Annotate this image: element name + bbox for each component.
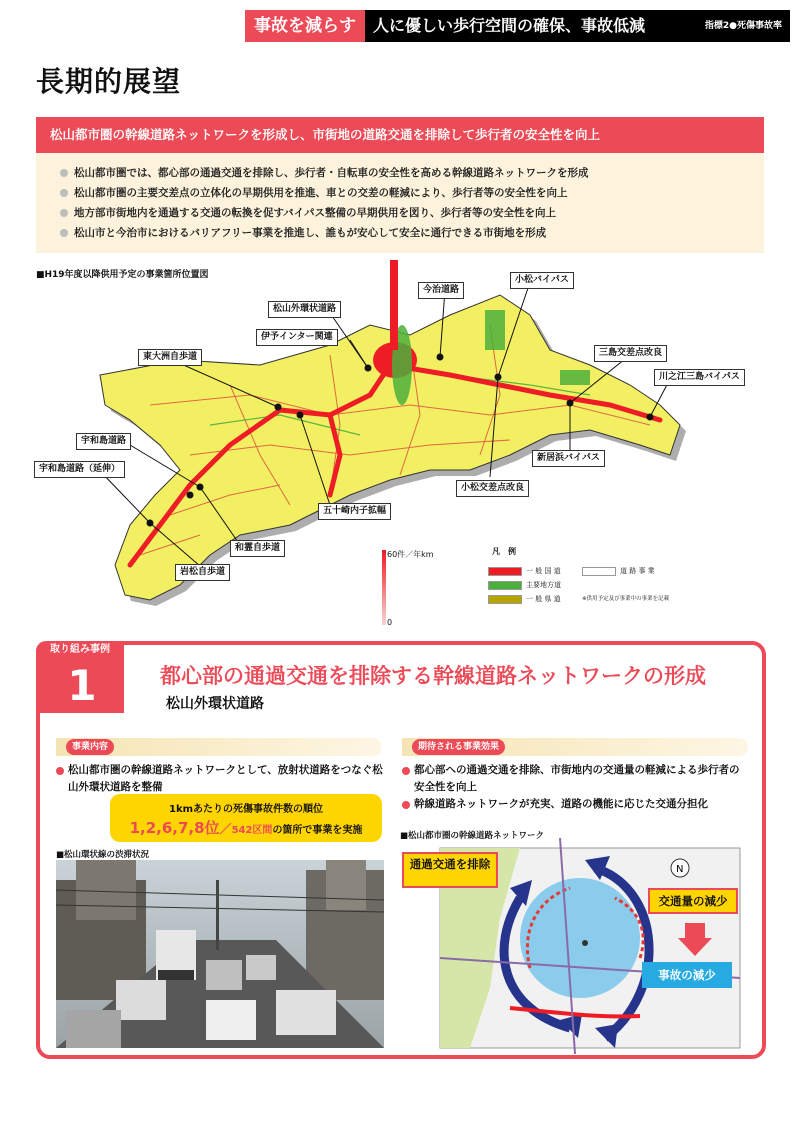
case-tag: 取り組み事例 [36,641,124,659]
project-content-tag: 事業内容 [66,739,114,755]
case-subtitle: 松山外環状道路 [166,696,264,712]
legend-title: 凡 例 [492,547,516,556]
header-band [245,10,790,42]
photo-caption: ■松山環状線の渋滞状況 [56,850,150,860]
accident-rank-callout [110,794,382,842]
expected-effect-bullet: 幹線道路ネットワークが充実、道路の機能に応じた交通分担化 [402,796,747,813]
map-label-ikazaki: 五十崎内子拡幅 [318,503,391,520]
legend-item-project: 道 路 事 業 [582,566,655,576]
header-tag: 事故を減らす [245,10,365,42]
callout-line1: 1kmあたりの死傷事故件数の順位 [168,804,324,815]
map-caption: ■H19年度以降供用予定の事業箇所位置図 [36,270,209,280]
congestion-photo-graphic [56,860,384,1048]
svg-text:N: N [676,864,684,875]
map-label-kawanoe-mishima: 川之江三島バイパス [654,369,745,386]
legend-note: ※供用予定及び事業中の事業を記載 [582,596,670,602]
case-title: 都心部の通過交通を排除する幹線道路ネットワークの形成 [160,664,706,688]
map-label-komatsu-kosaten: 小松交差点改良 [456,480,529,497]
accident-scale-bar [380,550,393,627]
header-indicator: 指標2●死傷事故率 [704,21,782,31]
expected-effect-tag: 期待される事業効果 [412,739,505,755]
case-number: 1 [40,659,124,713]
traffic-reduction-box: 交通量の減少 [648,888,738,914]
list-item: 松山都市圏では、都心部の通過交通を排除し、歩行者・自転車の安全性を高める幹線道路ネットワークを形成 [60,163,764,183]
map-label-iyo-ic: 伊予インター関連 [256,329,338,346]
map-label-higashi-ozu: 東大洲自歩道 [138,349,202,366]
map-label-uwajima-road: 宇和島道路 [76,433,131,450]
network-diagram [400,838,750,1054]
callout-rank: 1,2,6,7,8位 [129,819,220,837]
callout-slash: ／ [219,822,232,836]
map-legend [488,546,708,616]
project-content-band [56,738,382,756]
legend-item-prefectural: 一 般 県 道 [488,594,561,604]
map-label-uwajima-ext: 宇和島道路（延伸） [34,461,125,478]
summary-heading: 松山都市圏の幹線道路ネットワークを形成し、市街地の道路交通を排除して歩行者の安全性を向上 [36,117,764,153]
legend-swatch [488,567,522,576]
map-label-komatsu-bypass: 小松バイパス [510,272,574,289]
project-content-bullet: 松山都市圏の幹線道路ネットワークとして、放射状道路をつなぐ松山外環状道路を整備 [56,762,386,796]
accident-reduction-box: 事故の減少 [642,962,732,988]
legend-item-main-local: 主要地方道 [488,580,561,590]
scale-bottom-label: 0 [387,618,393,627]
list-item: 松山市と今治市におけるバリアフリー事業を推進し、誰もが安心して安全に通行できる市街地を形成 [60,223,764,243]
network-caption: ■松山都市圏の幹線道路ネットワーク [400,831,545,841]
callout-tail: の箇所で事業を実施 [272,825,363,836]
callout-count: 542区間 [231,825,273,836]
scale-top-label: 60件／年km [387,550,434,559]
summary-list [36,153,764,243]
through-traffic-box: 通過交通を排除 [402,852,498,888]
legend-swatch [488,581,522,590]
header-title: 人に優しい歩行空間の確保、事故低減 [373,16,646,35]
list-item: 松山都市圏の主要交差点の立体化の早期供用を推進、車との交差の軽減により、歩行者等の安全性を向上 [60,183,764,203]
summary-box [36,117,764,253]
legend-swatch [488,595,522,604]
page-title: 長期的展望 [36,65,182,98]
list-item: 地方部市街地内を通過する交通の転換を促すバイパス整備の早期供用を図り、歩行者等の安全性を向上 [60,203,764,223]
map-label-mishima-kosaten: 三島交差点改良 [594,345,667,362]
map-label-niihama-bypass: 新居浜バイパス [532,450,605,467]
map-label-matsuyama-outer: 松山外環状道路 [268,301,341,318]
callout-line2 [110,817,382,838]
map-label-iwamatsu: 岩松自歩道 [175,564,230,581]
expected-effect-bullet: 都心部への通過交通を排除、市街地内の交通量の軽減による歩行者の安全性を向上 [402,762,747,796]
map-label-imabari-road: 今治道路 [418,282,464,299]
legend-item-national: 一 般 国 道 [488,566,561,576]
congestion-photo [56,860,384,1048]
map-label-wareisan: 和霊自歩道 [230,540,285,557]
expected-effect-band [402,738,748,756]
legend-swatch [582,567,616,576]
